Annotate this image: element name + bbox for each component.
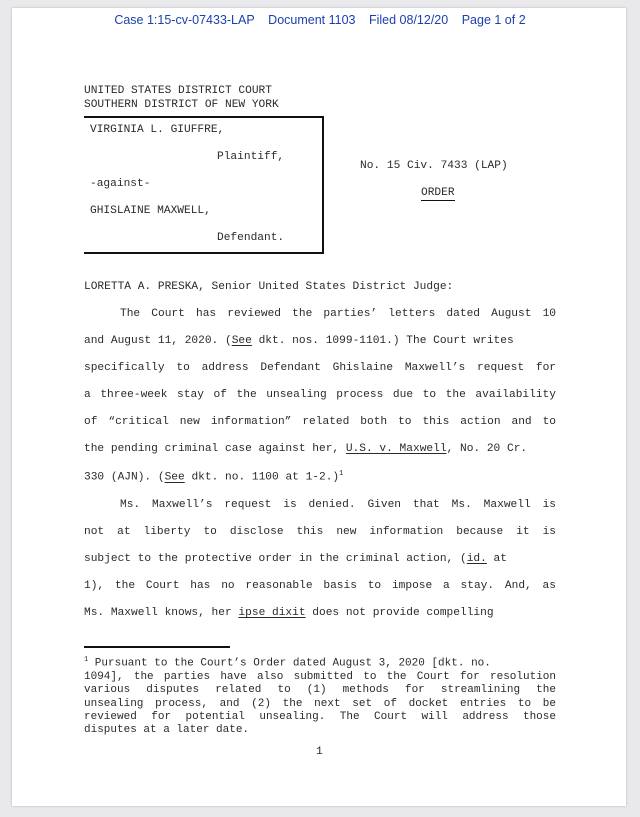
page-number: 1: [316, 746, 323, 758]
case-citation: U.S. v. Maxwell: [345, 443, 447, 455]
filed-date-header: Filed 08/12/20: [368, 13, 449, 27]
court-name: [84, 84, 279, 112]
plaintiff-name: VIRGINIA L. GIUFFRE,: [90, 124, 225, 136]
defendant-name: GHISLAINE MAXWELL,: [90, 205, 211, 217]
para2-line2: not at liberty to disclose this new information because it is: [84, 526, 556, 538]
see-signal: See: [164, 471, 185, 484]
id-citation: id.: [466, 553, 487, 565]
judge-line: LORETTA A. PRESKA, Senior United States District Judge:: [84, 281, 454, 293]
order-title: ORDER: [421, 187, 455, 199]
para1-line6: the pending criminal case against her, U.S. v. Maxwell, No. 20 Cr.: [84, 443, 528, 455]
court-line-2: SOUTHERN DISTRICT OF NEW YORK: [84, 99, 279, 111]
para1-line2: and August 11, 2020. (See dkt. nos. 1099-1101.) The Court writes: [84, 335, 514, 347]
footnote-line-3: various disputes related to (1) methods for streamlining the: [84, 684, 556, 697]
para2-line3: subject to the protective order in the criminal action, (id. at: [84, 553, 507, 565]
footnote-line-2: 1094], the parties have also submitted to the Court for resolution: [84, 670, 556, 683]
footnote-line-5: reviewed for potential unsealing. The Court will address those: [84, 710, 556, 723]
footnote-divider: [84, 646, 230, 648]
ipse-dixit: ipse dixit: [238, 607, 306, 619]
document-number-header: Document 1103: [268, 13, 356, 27]
footnote-mark: 1: [84, 656, 89, 664]
para2-line1: Ms. Maxwell’s request is denied. Given that Ms. Maxwell is: [120, 499, 556, 511]
footnote-line-6: disputes at a later date.: [84, 724, 250, 737]
case-number-header: Case 1:15-cv-07433-LAP: [114, 13, 255, 27]
court-line-1: UNITED STATES DISTRICT COURT: [84, 85, 272, 97]
page-count-header: Page 1 of 2: [461, 13, 526, 27]
footnote-reference: 1: [339, 470, 344, 478]
para2-line4: 1), the Court has no reasonable basis to impose a stay. And, as: [84, 580, 556, 592]
para2-line5: Ms. Maxwell knows, her ipse dixit does not provide compelling: [84, 607, 494, 619]
para1-line7: 330 (AJN). (See dkt. no. 1100 at 1-2.)$^1$: [84, 470, 344, 484]
para1-line1: The Court has reviewed the parties’ letters dated August 10: [120, 308, 556, 320]
footnote: [84, 654, 556, 737]
para1-line4: a three-week stay of the unsealing process due to the availability: [84, 389, 556, 401]
footnote-line-1: $^1$ Pursuant to the Court’s Order dated August 3, 2020 [dkt. no.: [84, 656, 491, 670]
defendant-role: Defendant.: [217, 232, 285, 244]
footnote-line-4: unsealing process, and (2) the next set of docket entries to be: [84, 697, 556, 710]
para1-line3: specifically to address Defendant Ghislaine Maxwell’s request for: [84, 362, 556, 374]
ecf-header: [0, 13, 640, 27]
plaintiff-role: Plaintiff,: [217, 151, 285, 163]
see-signal: See: [231, 335, 252, 347]
versus-label: -against-: [90, 178, 151, 190]
para1-line5: of “critical new information” related both to this action and to: [84, 416, 556, 428]
civil-case-number: No. 15 Civ. 7433 (LAP): [360, 160, 508, 172]
